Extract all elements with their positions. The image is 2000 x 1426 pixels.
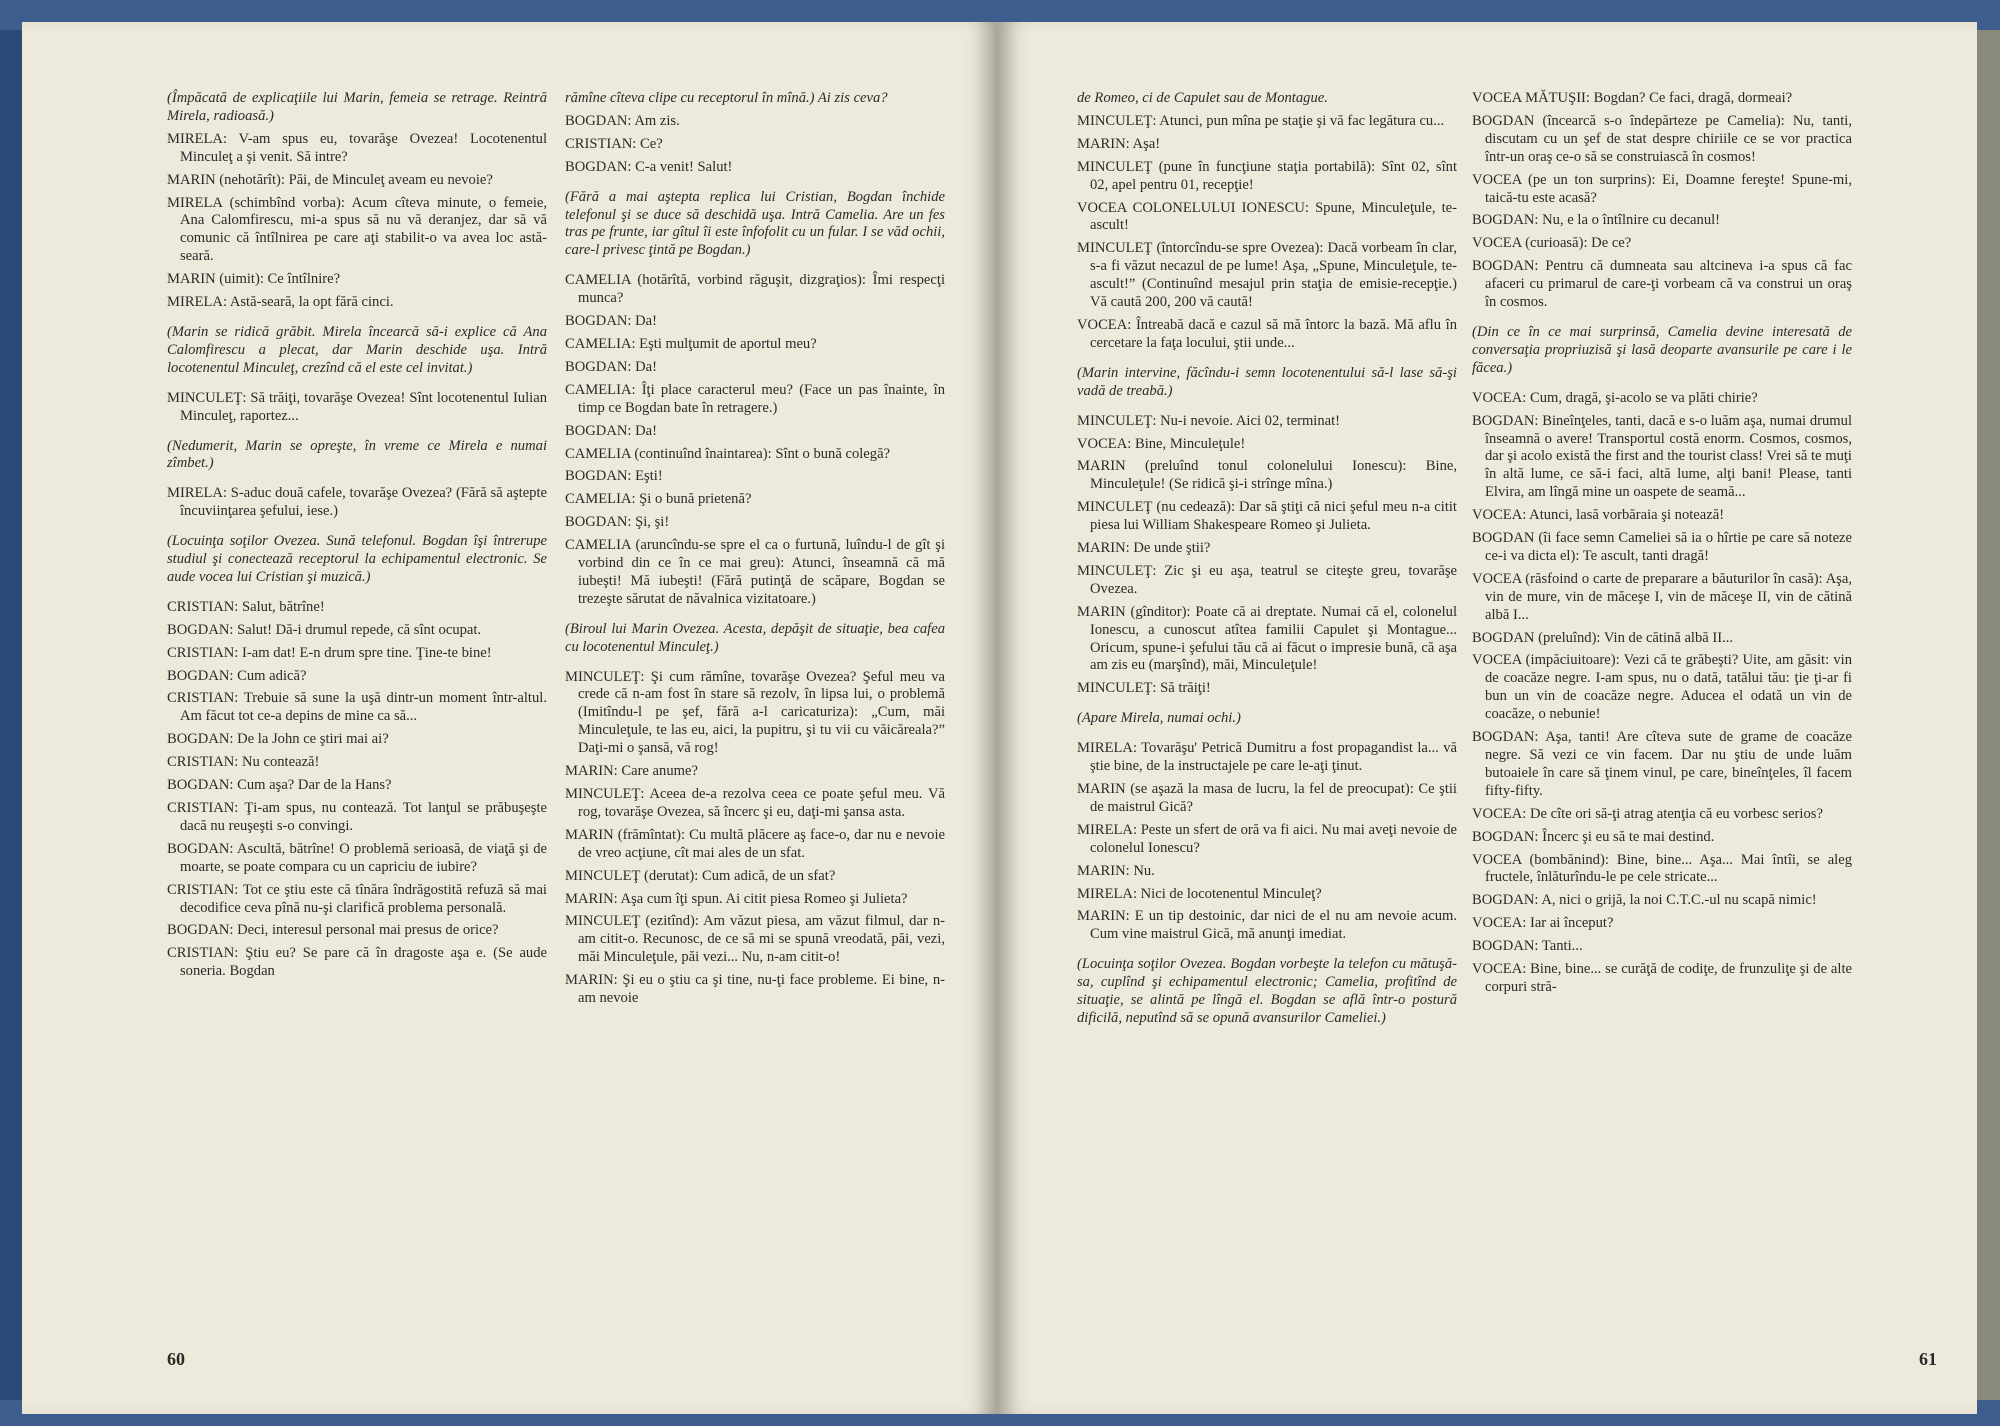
dialogue-line: VOCEA: Întreabă dacă e cazul să mă întorc la bază. Mă aflu în cercetare la faţa locului, ştii unde... xyxy=(1077,316,1457,351)
stage-direction: (Locuinţa soţilor Ovezea. Sună telefonul. Bogdan îşi întrerupe studiul şi conectează receptorul la echipamentul electronic. Se aude vocea lui Cristian şi muzică.) xyxy=(167,533,547,585)
dialogue-line: VOCEA: De cîte ori să-ţi atrag atenţia că eu vorbesc serios? xyxy=(1472,805,1823,822)
dialogue-line: BOGDAN: Bineînţeles, tanti, dacă e s-o luăm aşa, numai drumul înseamnă o avere! Transportul costă enorm. Cosmos, cosmos, dar şi acolo există the first and the tourist class! Vrei să te muţi în altă lume, ce să-i faci, altă lume, alţi bani! Please, tanti Elvira, am lîngă mine un oaspete de seamă... xyxy=(1472,412,1852,501)
right-page-column-2 xyxy=(1472,90,1852,1002)
dialogue-line: VOCEA: Bine, Minculeţule! xyxy=(1077,435,1246,452)
dialogue-line: VOCEA: Cum, dragă, şi-acolo se va plăti chirie? xyxy=(1472,389,1758,406)
dialogue-line: rămîne cîteva clipe cu receptorul în mînă.) Ai zis ceva? xyxy=(565,90,888,106)
dialogue-line: BOGDAN: A, nici o grijă, la noi C.T.C.-ul nu scapă nimic! xyxy=(1472,892,1817,909)
dialogue-line: VOCEA: Iar ai început? xyxy=(1472,915,1614,932)
dialogue-line: CRISTIAN: Ştiu eu? Se pare că în dragoste aşa e. (Se aude soneria. Bogdan xyxy=(167,945,547,980)
dialogue-line: CAMELIA: Eşti mulţumit de aportul meu? xyxy=(565,335,817,352)
dialogue-line: MARIN: Care anume? xyxy=(565,763,698,780)
dialogue-line: CAMELIA: Şi o bună prietenă? xyxy=(565,491,752,508)
dialogue-line: BOGDAN: Şi, şi! xyxy=(565,514,670,531)
dialogue-line: CRISTIAN: Trebuie să sune la uşă dintr-un moment într-altul. Am făcut tot ce-a depins de mine ca să... xyxy=(167,690,547,725)
dialogue-line: BOGDAN: Da! xyxy=(565,358,658,375)
dialogue-line: MINCULEŢ (pune în funcţiune staţia portabilă): Sînt 02, sînt 02, apel pentru 01, recepţie! xyxy=(1077,158,1457,193)
dialogue-line: BOGDAN (îi face semn Cameliei să ia o hîrtie pe care să noteze ce-i va dicta el): Te ascult, tanti dragă! xyxy=(1472,530,1852,564)
dialogue-line: MARIN (se aşază la masa de lucru, la fel de preocupat): Ce ştii de maistrul Gică? xyxy=(1077,781,1457,815)
dialogue-line: MINCULEŢ: Şi cum rămîne, tovarăşe Ovezea? Şeful meu va crede că n-am fost în stare să rezolv, în lipsa lui, o problemă (Imitîndu-l pe şef, fără a-l caricaturiza): „Cum, măi Minculeţule, te las eu, aici, la pupitru, şi tu vii cu văicăreala?” Daţi-mi o şansă, vă rog! xyxy=(565,668,945,757)
right-page xyxy=(997,22,1977,1414)
dialogue-line: MARIN (preluînd tonul colonelului Ionescu): Bine, Minculeţule! (Se ridică şi-i strînge mîna.) xyxy=(1077,458,1457,493)
dialogue-line: VOCEA (bombănind): Bine, bine... Aşa... Mai întîi, se aleg fructele, înlăturîndu-le pe cele stricate... xyxy=(1472,851,1852,886)
dialogue-line: VOCEA COLONELULUI IONESCU: Spune, Minculeţule, te-ascult! xyxy=(1077,199,1457,234)
stage-direction: (Locuinţa soţilor Ovezea. Bogdan vorbeşte la telefon cu mătuşă-sa, cuplînd şi echipamentul electronic; Camelia, profitînd de situaţie, se alintă pe lîngă el. Bogdan se află într-o postură dificilă, neputînd să se opună avansurilor Cameliei.) xyxy=(1077,956,1457,1026)
dialogue-line: CRISTIAN: Tot ce ştiu este că tînăra îndrăgostită refuză să mai decodifice ceva pînă nu-şi clarifică problema personală. xyxy=(167,881,547,916)
dialogue-line: MINCULEŢ: Aceea de-a rezolva ceea ce poate şeful meu. Vă rog, tovarăşe Ovezea, să încerc şi eu, daţi-mi şansa asta. xyxy=(565,786,945,820)
left-page-column-2 xyxy=(565,90,945,1013)
dialogue-line: BOGDAN: C-a venit! Salut! xyxy=(565,158,733,175)
dialogue-line: MINCULEŢ: Să trăiţi, tovarăşe Ovezea! Sînt locotenentul Iulian Minculeţ, raportez... xyxy=(167,389,547,424)
dialogue-line: MIRELA: Nici de locotenentul Minculeţ? xyxy=(1077,885,1322,902)
dialogue-line: MINCULEŢ (derutat): Cum adică, de un sfat? xyxy=(565,867,836,884)
dialogue-line: BOGDAN (încearcă s-o îndepărteze pe Camelia): Nu, tanti, discutam cu un şef de stat despre chiriile ce se vor practica într-un oraş ce-o să se construiască în cosmos! xyxy=(1472,112,1852,165)
right-page-number: 61 xyxy=(1919,1349,1937,1369)
dialogue-line: BOGDAN: Nu, e la o întîlnire cu decanul! xyxy=(1472,212,1721,229)
dialogue-line: MINCULEŢ: Să trăiţi! xyxy=(1077,680,1211,697)
dialogue-line: BOGDAN: Salut! Dă-i drumul repede, că sînt ocupat. xyxy=(167,621,482,638)
dialogue-line: MARIN (gînditor): Poate că ai dreptate. Numai că el, colonelul Ionescu, a cunoscut atîtea familii Capulet şi Montague... Oricum, spune-i şefului tău că ai făcut o impresie bună, că aşa am zis eu (marşînd), măi, Minculeţule! xyxy=(1077,603,1457,674)
left-page xyxy=(22,22,997,1414)
dialogue-line: MIRELA: S-aduc două cafele, tovarăşe Ovezea? (Fără să aştepte încuviinţarea şefului, iese.) xyxy=(167,485,547,520)
dialogue-line: MIRELA: Tovarăşu' Petrică Dumitru a fost propagandist la... vă ştie bine, de la instructajele pe care le-aţi ţinut. xyxy=(1077,740,1457,775)
dialogue-line: MIRELA (schimbînd vorba): Acum cîteva minute, o femeie, Ana Calomfirescu, mi-a spus să nu vă deranjez, dar să vă comunic că întîlnirea pe care aţi stabilit-o va avea loc astă-seară. xyxy=(167,194,547,265)
dialogue-line: MARIN (uimit): Ce întîlnire? xyxy=(167,271,341,288)
right-page-column-1 xyxy=(1077,90,1457,1040)
dialogue-line: CRISTIAN: Nu contează! xyxy=(167,754,320,771)
dialogue-line: CRISTIAN: Ţi-am spus, nu contează. Tot lanţul se prăbuşeşte dacă nu reuşeşti s-o convingi. xyxy=(167,800,547,834)
dialogue-line: MARIN: E un tip destoinic, dar nici de el nu am nevoie acum. Cum vine maistrul Gică, mă anunţi imediat. xyxy=(1077,908,1457,943)
dialogue-line: CAMELIA: Îţi place caracterul meu? (Face un pas înainte, în timp ce Bogdan bate în retragere.) xyxy=(565,381,945,416)
dialogue-line: BOGDAN: Cum aşa? Dar de la Hans? xyxy=(167,777,392,794)
dialogue-line: MINCULEŢ (ezitînd): Am văzut piesa, am văzut filmul, dar n-am citit-o. Recunosc, de ce să mi se spună vreodată, păi, vezi, măi Minculeţule, păi vezi... Nu, n-am citit-o! xyxy=(565,913,945,966)
dialogue-line: BOGDAN: Aşa, tanti! Are cîteva sute de grame de coacăze negre. Să vezi ce vin facem. Dar nu ştiu de unde luăm butoaiele în care să ţinem vinul, pe care, bineînţeles, îl facem fifty-fifty. xyxy=(1472,729,1852,799)
dialogue-line: VOCEA (pe un ton surprins): Ei, Doamne fereşte! Spune-mi, taică-tu este acasă? xyxy=(1472,171,1852,206)
stage-direction: (Marin se ridică grăbit. Mirela încearcă să-i explice că Ana Calomfirescu a plecat, dar Marin deschide uşa. Intră locotenentul Minculeţ, crezînd că el este cel invitat.) xyxy=(167,323,547,376)
left-page-column-1 xyxy=(167,90,547,986)
dialogue-line: MIRELA: V-am spus eu, tovarăşe Ovezea! Locotenentul Minculeţ a şi venit. Să intre? xyxy=(167,130,547,165)
dialogue-line: BOGDAN: De la John ce ştiri mai ai? xyxy=(167,731,389,748)
stage-direction: (Din ce în ce mai surprinsă, Camelia devine interesată de conversaţia propriuzisă şi lasă deoparte avansurile pe care i le făcea.) xyxy=(1472,323,1852,376)
dialogue-line: MARIN (nehotărît): Păi, de Minculeţ aveam eu nevoie? xyxy=(167,171,493,188)
dialogue-line: BOGDAN (preluînd): Vin de cătină albă II... xyxy=(1472,629,1734,646)
dialogue-line: MARIN: Nu. xyxy=(1077,862,1155,879)
dialogue-line: de Romeo, ci de Capulet sau de Montague. xyxy=(1077,90,1328,106)
dialogue-line: BOGDAN: Da! xyxy=(565,422,658,439)
dialogue-line: BOGDAN: Pentru că dumneata sau altcineva i-a spus că fac afaceri cu primarul de care-ţi vorbeam că va construi un oraş în cosmos. xyxy=(1472,258,1852,311)
dialogue-line: MINCULEŢ (întorcîndu-se spre Ovezea): Dacă vorbeam în clar, s-a fi văzut necazul de pe lume! Aşa, „Spune, Minculeţule, te-ascult!” (Continuînd mesajul prin staţia de emisie-recepţie.) Vă caută 200, 200 vă caută! xyxy=(1077,240,1457,311)
dialogue-line: MINCULEŢ (nu cedează): Dar să ştiţi că nici şeful meu n-a citit piesa lui William Shakespeare Romeo şi Julieta. xyxy=(1077,499,1457,534)
dialogue-line: BOGDAN: Am zis. xyxy=(565,112,680,129)
dialogue-line: MARIN: Aşa cum îţi spun. Ai citit piesa Romeo şi Julieta? xyxy=(565,890,908,907)
dialogue-line: MARIN: De unde ştii? xyxy=(1077,540,1211,557)
dialogue-line: BOGDAN: Tanti... xyxy=(1472,938,1583,955)
dialogue-line: CRISTIAN: I-am dat! E-n drum spre tine. Ţine-te bine! xyxy=(167,644,492,661)
dialogue-line: MARIN: Şi eu o ştiu ca şi tine, nu-ţi face probleme. Ei bine, n-am nevoie xyxy=(565,972,945,1007)
dialogue-line: MINCULEŢ: Zic şi eu aşa, teatrul se citeşte greu, tovarăşe Ovezea. xyxy=(1077,562,1457,597)
stage-direction: (Marin intervine, făcîndu-i semn locotenentului să-l lase să-şi vadă de treabă.) xyxy=(1077,364,1457,399)
dialogue-line: VOCEA: Atunci, lasă vorbăraia şi notează! xyxy=(1472,507,1725,524)
dialogue-line: BOGDAN: Da! xyxy=(565,313,658,330)
dialogue-line: BOGDAN: Încerc şi eu să te mai destind. xyxy=(1472,828,1715,845)
stage-direction: (Nedumerit, Marin se opreşte, în vreme ce Mirela e numai zîmbet.) xyxy=(167,437,547,472)
dialogue-line: CAMELIA (aruncîndu-se spre el ca o furtună, luîndu-l de gît şi vorbind din ce în ce mai greu): Atunci, înseamnă că mă iubeşti! Mă iubeşti! (Fără putinţă de scăpare, Bogdan se trezeşte sărutat de năvalnica vizitatoare.) xyxy=(565,537,945,607)
dialogue-line: VOCEA MĂTUŞII: Bogdan? Ce faci, dragă, dormeai? xyxy=(1472,90,1793,106)
dialogue-line: BOGDAN: Eşti! xyxy=(565,468,663,485)
dialogue-line: BOGDAN: Deci, interesul personal mai presus de orice? xyxy=(167,922,499,939)
dialogue-line: CAMELIA (hotărîtă, vorbind răguşit, dizgraţios): Îmi respecţi munca? xyxy=(565,272,945,307)
stage-direction: (Biroul lui Marin Ovezea. Acesta, depăşit de situaţie, bea cafea cu locotenentul Minculeţ.) xyxy=(565,620,945,655)
dialogue-line: VOCEA (impăciuitoare): Vezi că te grăbeşti? Uite, am găsit: vin de coacăze negre. I-am spus, nu o dată, tatălui tău: ţie ţi-ar fi bun un vin de coacăze negre. Aducea el odată un vin de coacăze, o nebunie! xyxy=(1472,652,1852,723)
dialogue-line: MINCULEŢ: Atunci, pun mîna pe staţie şi vă fac legătura cu... xyxy=(1077,112,1445,129)
dialogue-line: VOCEA: Bine, bine... se curăţă de codiţe, de frunzuliţe şi de alte corpuri stră- xyxy=(1472,961,1852,995)
dialogue-line: MIRELA: Astă-seară, la opt fără cinci. xyxy=(167,294,394,311)
left-page-number: 60 xyxy=(167,1349,185,1369)
dialogue-line: CRISTIAN: Ce? xyxy=(565,135,663,152)
dialogue-line: VOCEA (răsfoind o carte de preparare a băuturilor în casă): Aşa, vin de mure, vin de măceşe I, vin de măceşe II, vin de cătină albă I... xyxy=(1472,570,1852,623)
dialogue-line: MARIN (frămîntat): Cu multă plăcere aş face-o, dar nu e nevoie de vreo acţiune, cît mai ales de un sfat. xyxy=(565,826,945,861)
dialogue-line: CRISTIAN: Salut, bătrîne! xyxy=(167,598,325,615)
dialogue-line: VOCEA (curioasă): De ce? xyxy=(1472,235,1632,252)
dialogue-line: CAMELIA (continuînd înaintarea): Sînt o bună colegă? xyxy=(565,445,891,462)
dialogue-line: (Împăcată de explicaţiile lui Marin, femeia se retrage. Reintră Mirela, radioasă.) xyxy=(167,90,547,124)
dialogue-line: MINCULEŢ: Nu-i nevoie. Aici 02, terminat! xyxy=(1077,412,1341,429)
dialogue-line: BOGDAN: Ascultă, bătrîne! O problemă serioasă, de viaţă şi de moarte, se poate compara cu un capriciu de iubire? xyxy=(167,840,547,875)
dialogue-line: MIRELA: Peste un sfert de oră va fi aici. Nu mai aveţi nevoie de colonelul Ionescu? xyxy=(1077,821,1457,856)
stage-direction: (Fără a mai aştepta replica lui Cristian, Bogdan închide telefonul şi se duce să deschidă uşa. Intră Camelia. Are un fes tras pe frunte, iar gîtul îi este înfofolit cu un fular. I se văd ochii, care-l privesc ţintă pe Bogdan.) xyxy=(565,188,945,259)
dialogue-line: MARIN: Aşa! xyxy=(1077,135,1161,152)
dialogue-line: BOGDAN: Cum adică? xyxy=(167,667,307,684)
stage-direction: (Apare Mirela, numai ochi.) xyxy=(1077,710,1241,727)
